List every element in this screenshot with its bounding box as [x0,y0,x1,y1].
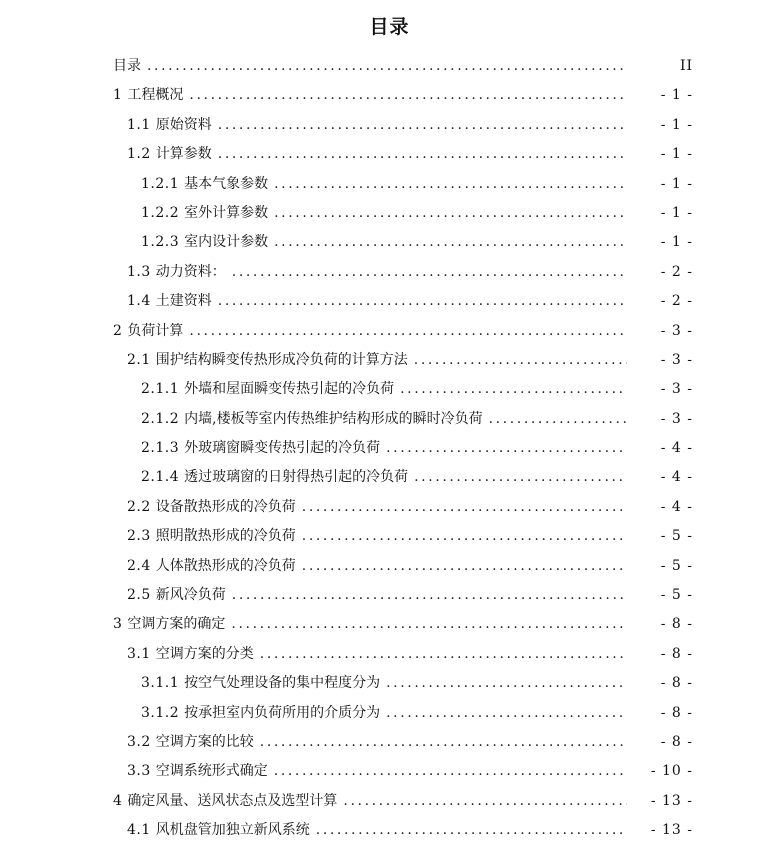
toc-dot-leader [231,610,627,639]
toc-entry[interactable] [0,463,779,492]
toc-entry-page: - 8 - [660,616,693,633]
toc-entry[interactable] [0,816,779,845]
toc-entry-number: 2.1.2 [141,410,180,427]
toc-entry-title: 室外计算参数 [184,204,269,221]
toc-entry-title: 内墙,楼板等室内传热维护结构形成的瞬时冷负荷 [184,410,483,427]
toc-dot-leader [316,816,627,845]
toc-dot-leader [274,757,627,786]
toc-entry[interactable] [0,346,779,375]
toc-entry[interactable] [0,434,779,463]
toc-entry-page: - 1 - [660,175,693,192]
toc-entry-number: 3.1 [127,645,151,662]
toc-entry-number: 1.2.1 [141,175,180,192]
toc-entry-title: 空调方案的分类 [155,645,254,662]
toc-entry-title: 围护结构瞬变传热形成冷负荷的计算方法 [155,351,408,368]
toc-entry-number: 1.2 [127,146,151,163]
toc-entry[interactable] [0,522,779,551]
toc-entry-title: 空调方案的确定 [127,616,226,633]
toc-dot-leader [274,228,627,257]
toc-entry-title: 目录 [113,58,141,74]
toc-entry-title: 风机盘管加独立新风系统 [155,822,310,839]
toc-entry[interactable] [0,375,779,404]
toc-entry-number: 2.1.1 [141,381,180,398]
toc-entry-page: - 1 - [660,146,693,163]
toc-entry[interactable] [0,287,779,316]
toc-entry-title: 外墙和屋面瞬变传热引起的冷负荷 [184,381,395,398]
toc-entry[interactable] [0,258,779,287]
toc-entry-number: 3 [113,616,123,633]
toc-entry[interactable] [0,699,779,728]
toc-dot-leader [302,552,627,581]
toc-entry-number: 4.1 [127,822,151,839]
toc-entry[interactable] [0,405,779,434]
toc-entry-title: 确定风量、送风状态点及选型计算 [127,792,338,809]
toc-entry-page: - 4 - [660,498,693,515]
toc-entry-page: - 2 - [660,263,693,280]
toc-entry-title: 外玻璃窗瞬变传热引起的冷负荷 [184,440,381,457]
toc-entry-number: 3.1.1 [141,675,180,692]
toc-dot-leader [414,463,627,492]
toc-entry-number: 2.1.4 [141,469,180,486]
toc-entry-page: - 1 - [660,116,693,133]
toc-entry-title: 土建资料 [155,293,212,310]
toc-entry-number: 2.1.3 [141,440,180,457]
toc-entry[interactable] [0,493,779,522]
toc-dot-leader [147,52,627,81]
toc-dot-leader [414,346,627,375]
toc-dot-leader [218,287,627,316]
toc-dot-leader [189,81,627,110]
toc-list [0,52,779,846]
toc-entry-number: 1.2.2 [141,204,180,221]
toc-entry-page: - 3 - [660,322,693,339]
toc-entry-number: 1.3 [127,263,151,280]
toc-entry[interactable] [0,228,779,257]
toc-entry-number: 1.2.3 [141,234,180,251]
toc-entry-page: - 3 - [660,410,693,427]
toc-entry-title: 新风冷负荷 [155,587,226,604]
toc-entry-page: - 10 - [650,763,693,780]
toc-entry-page: - 13 - [650,822,693,839]
toc-entry-page: - 5 - [660,587,693,604]
toc-dot-leader [260,728,627,757]
toc-entry-title: 空调方案的比较 [155,733,254,750]
toc-entry-page: - 1 - [660,204,693,221]
toc-entry-number: 2.1 [127,351,151,368]
toc-entry-number: 2.2 [127,498,151,515]
toc-dot-leader [189,317,627,346]
toc-title: 目录 [369,16,410,38]
toc-dot-leader [386,434,627,463]
toc-dot-leader [489,405,627,434]
toc-entry-title: 基本气象参数 [184,175,269,192]
toc-dot-leader [274,199,627,228]
toc-entry-title: 按空气处理设备的集中程度分为 [184,675,381,692]
toc-entry-page: - 5 - [660,557,693,574]
toc-entry-page: - 5 - [660,528,693,545]
toc-entry[interactable] [0,610,779,639]
toc-dot-leader [218,140,627,169]
toc-entry-page: - 13 - [650,792,693,809]
toc-entry-number: 1.1 [127,116,151,133]
toc-entry-title: 原始资料 [155,116,212,133]
toc-entry-page: - 4 - [660,440,693,457]
toc-entry-title: 空调系统形式确定 [155,763,268,780]
toc-entry[interactable] [0,640,779,669]
toc-dot-leader [386,699,627,728]
toc-dot-leader [218,111,627,140]
toc-entry[interactable] [0,728,779,757]
toc-dot-leader [343,787,627,816]
toc-entry-number: 2.5 [127,587,151,604]
toc-entry-page: - 3 - [660,381,693,398]
toc-entry-title: 计算参数 [155,146,212,163]
toc-dot-leader [260,640,627,669]
toc-entry-title: 设备散热形成的冷负荷 [155,498,296,515]
toc-dot-leader [386,669,627,698]
toc-entry[interactable] [0,669,779,698]
toc-entry-number: 4 [113,792,123,809]
toc-entry-number: 3.2 [127,733,151,750]
toc-dot-leader [232,581,627,610]
toc-entry-title: 室内设计参数 [184,234,269,251]
toc-entry-number: 2.4 [127,557,151,574]
toc-entry[interactable] [0,787,779,816]
toc-entry[interactable] [0,52,779,81]
toc-entry-page: - 8 - [660,733,693,750]
toc-entry-number: 2 [113,322,123,339]
toc-entry[interactable] [0,552,779,581]
toc-entry-page: - 4 - [660,469,693,486]
toc-entry[interactable] [0,581,779,610]
toc-entry-number: 3.3 [127,763,151,780]
toc-entry-number: 2.3 [127,528,151,545]
toc-entry-title: 工程概况 [127,87,184,104]
toc-entry-number: 1.4 [127,293,151,310]
toc-entry-title: 动力资料： [155,263,226,280]
toc-entry-page: II [679,58,693,74]
toc-dot-leader [400,375,627,404]
toc-dot-leader [302,522,627,551]
toc-entry[interactable] [0,111,779,140]
toc-dot-leader [232,258,627,287]
toc-entry-page: - 3 - [660,351,693,368]
toc-entry[interactable] [0,170,779,199]
toc-entry-title: 透过玻璃窗的日射得热引起的冷负荷 [184,469,409,486]
toc-entry-number: 3.1.2 [141,704,180,721]
toc-dot-leader [302,493,627,522]
toc-entry-number: 1 [113,87,123,104]
toc-entry-page: - 8 - [660,675,693,692]
toc-entry[interactable] [0,81,779,110]
toc-entry-page: - 1 - [660,234,693,251]
toc-entry-page: - 1 - [660,87,693,104]
toc-entry-title: 按承担室内负荷所用的介质分为 [184,704,381,721]
toc-entry[interactable] [0,317,779,346]
toc-entry-page: - 8 - [660,704,693,721]
toc-entry-page: - 2 - [660,293,693,310]
toc-entry-page: - 8 - [660,645,693,662]
toc-entry[interactable] [0,140,779,169]
toc-entry[interactable] [0,199,779,228]
toc-entry-title: 负荷计算 [127,322,184,339]
toc-entry[interactable] [0,757,779,786]
toc-entry-title: 照明散热形成的冷负荷 [155,528,296,545]
toc-entry-title: 人体散热形成的冷负荷 [155,557,296,574]
toc-dot-leader [274,170,627,199]
